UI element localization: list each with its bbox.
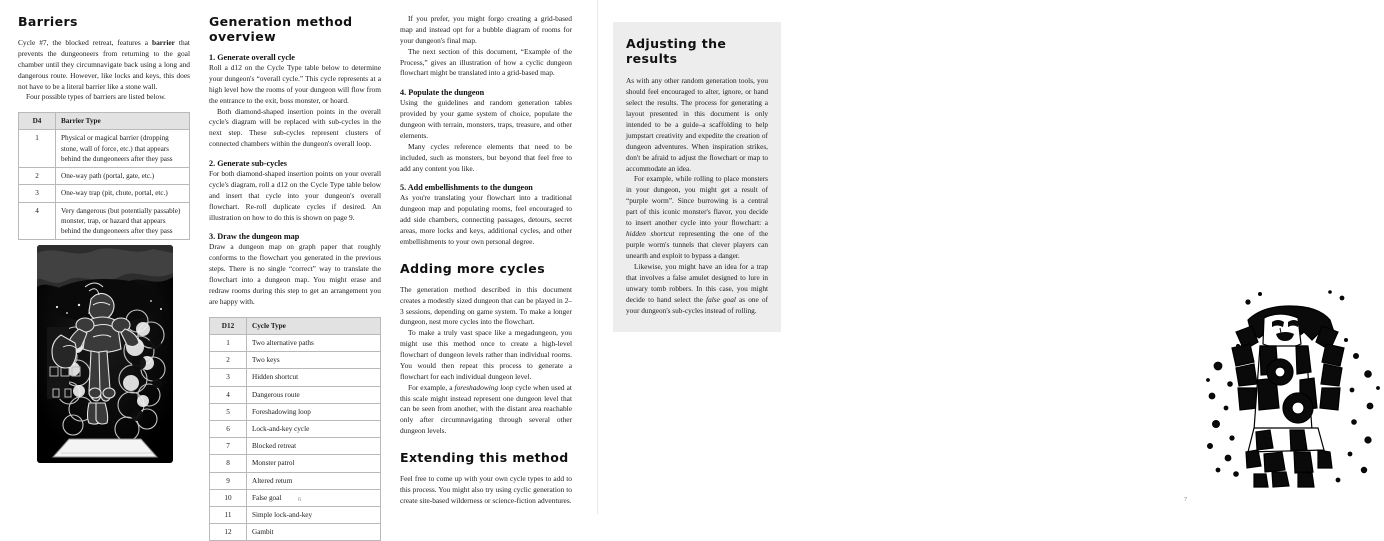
table-cycle-type <box>209 317 381 541</box>
table-row <box>210 438 381 455</box>
heading-step-1: 1. Generate overall cycle <box>209 53 295 62</box>
stone-golem-illustration <box>1202 288 1384 488</box>
heading-step-3: 3. Draw the dungeon map <box>209 232 300 242</box>
cell-roll: 2 <box>210 352 247 369</box>
cell-cycle: Hidden shortcut <box>247 369 381 386</box>
heading-step-2: 2. Generate sub-cycles <box>209 159 287 168</box>
step-1-paragraph-1: Roll a d12 on the Cycle Type table below to determine your dungeon's “overall cycle.” This cycle represents at a high level how the rooms of your dungeon will flow from the entrance to the exit, boss monster, or hoard. <box>209 63 381 105</box>
cell-roll: 4 <box>19 202 56 240</box>
col3-paragraph-2: The next section of this document, “Example of the Process,” gives an illustration of how a cyclic dungeon flowchart might be translated into a grid-based map. <box>400 46 572 78</box>
table-row <box>19 168 190 185</box>
adding-p3-emphasis: foreshadowing loop <box>454 382 514 392</box>
panel-paragraph-2 <box>626 174 768 262</box>
cell-roll: 3 <box>19 185 56 202</box>
table-row <box>19 202 190 240</box>
cell-roll: 3 <box>210 369 247 386</box>
col3-paragraph-1: If you prefer, you might forgo creating a grid-based map and instead opt for a bubble diagram of rooms for your dungeon's final map. <box>400 14 572 45</box>
heading-step-5: 5. Add embellishments to the dungeon <box>400 183 533 193</box>
cell-roll: 10 <box>210 489 247 506</box>
cell-roll: 11 <box>210 507 247 524</box>
stone-golem-illustration-svg <box>1202 288 1384 488</box>
cell-roll: 8 <box>210 455 247 472</box>
cell-cycle: Two alternative paths <box>247 334 381 351</box>
step-1-paragraph-2: Both diamond-shaped insertion points in the overall cycle's diagram will be replaced with sub-cycles in the next step. These sub-cycles represent clusters of connected chambers within the dungeon's overall loop. <box>209 106 381 149</box>
table-row <box>19 185 190 202</box>
table-row <box>210 455 381 472</box>
page-left <box>0 0 597 537</box>
heading-step-4: 4. Populate the dungeon <box>400 88 485 98</box>
column-generation-method <box>209 14 381 541</box>
extending-paragraph-1: Feel free to come up with your own cycle types to add to this process. You might also try using cyclic generation to create site-based wilderness or science-fiction adventures. <box>400 474 572 505</box>
cell-cycle: Blocked retreat <box>247 438 381 455</box>
cell-description: Physical or magical barrier (dropping stone, wall of force, etc.) that appears behind the dungeoneers after they pass <box>56 130 190 168</box>
cell-roll: 1 <box>210 334 247 351</box>
adding-paragraph-1: The generation method described in this document creates a modestly sized dungeon that can be played in 2–3 sessions, depending on game system. To make a longer dungeon, nest more cycles into the flowchart. <box>400 284 572 327</box>
page-left-columns <box>0 0 597 537</box>
table-row <box>210 507 381 524</box>
adding-paragraph-2: To make a truly vast space like a megadungeon, you might use this method once to create a high-level flowchart of dungeon levels rather than individual rooms. You would then repeat this process to generate a flowchart for each individual dungeon level. <box>400 328 572 381</box>
cell-description: Very dangerous (but potentially passable) monster, trap, or hazard that appears behind the dungeoneers after they pass <box>56 202 190 240</box>
panel-adjusting-the-results <box>613 22 781 332</box>
barriers-p1-post: that prevents the dungeoneers from returning to the goal chamber until they circumnavigate back using a long and dangerous route. However, like locks and keys, this does not have to be a literal barrier like a stone wall. <box>18 38 190 91</box>
adding-paragraph-3 <box>400 383 572 437</box>
table-barrier-type <box>18 112 190 240</box>
cell-roll: 4 <box>210 386 247 403</box>
cell-cycle: Lock-and-key cycle <box>247 420 381 437</box>
page-number-right: 7 <box>1184 496 1188 503</box>
cell-cycle: Dangerous route <box>247 386 381 403</box>
spacer <box>400 248 572 261</box>
cell-roll: 1 <box>19 130 56 168</box>
cell-roll: 6 <box>210 420 247 437</box>
table-row <box>210 352 381 369</box>
panel-p3-post: as one of your dungeon's sub-cycles instead of rolling. <box>626 294 768 315</box>
barriers-paragraph-2: Four possible types of barriers are listed below. <box>26 92 166 102</box>
panel-p3-emphasis: false goal <box>706 294 736 304</box>
cell-cycle: Altered return <box>247 472 381 489</box>
cell-roll: 7 <box>210 438 247 455</box>
heading-generation-method-overview: Generation method overview <box>209 14 353 44</box>
step-5-paragraph-1: As you're translating your flowchart into a traditional dungeon map and populating rooms, feel encouraged to add side chambers, connecting passages, detours, secret areas, more locks and keys, additional cycles, and other embellishments to your own personal degree. <box>400 193 572 246</box>
column-barriers <box>18 14 190 240</box>
cell-cycle: False goal <box>247 489 381 506</box>
cell-roll: 9 <box>210 472 247 489</box>
panel-p2-emphasis: hidden shortcut <box>626 229 675 239</box>
table-header-barrier-type: Barrier Type <box>56 113 190 130</box>
barriers-p1-pre: Cycle #7, the blocked retreat, features a <box>18 38 152 47</box>
knight-illustration <box>33 243 177 465</box>
barriers-paragraph-1 <box>18 38 190 92</box>
cell-cycle: Simple lock-and-key <box>247 507 381 524</box>
cell-description: One-way path (portal, gate, etc.) <box>56 168 190 185</box>
table-row <box>210 472 381 489</box>
cell-cycle: Foreshadowing loop <box>247 403 381 420</box>
page-number-left: 6 <box>298 496 302 503</box>
cell-cycle: Gambit <box>247 524 381 541</box>
table-row <box>210 489 381 506</box>
table-row <box>210 524 381 541</box>
cell-roll: 5 <box>210 403 247 420</box>
cell-cycle: Two keys <box>247 352 381 369</box>
heading-adjusting-the-results: Adjusting the results <box>626 36 727 66</box>
cell-roll: 2 <box>19 168 56 185</box>
step-4-paragraph-2: Many cycles reference elements that need to be included, such as monsters, but beyond that feel free to add any content you like. <box>400 141 572 173</box>
table-row <box>210 334 381 351</box>
step-3-paragraph-1: Draw a dungeon map on graph paper that roughly conforms to the flowchart you generated in the previous steps. There is no single “correct” way to translate the flowchart into a dungeon map. You might erase and redraw rooms during this step to get an arrangement you are happy with. <box>209 242 381 306</box>
table-header-d12: D12 <box>210 317 247 334</box>
cell-description: One-way trap (pit, chute, portal, etc.) <box>56 185 190 202</box>
table-row <box>210 403 381 420</box>
column-populate-and-cycles <box>400 14 572 507</box>
adding-p3-pre: For example, a <box>408 382 455 392</box>
step-2-paragraph-1: For both diamond-shaped insertion points on your overall cycle's diagram, roll a d12 on the Cycle Type table below and insert that cycle into your dungeon's overall flowchart. Re-roll duplicate cycles if desired. An illustration on how to do this is shown on page 9. <box>209 169 381 222</box>
table-row <box>210 369 381 386</box>
table-header-d4: D4 <box>19 113 56 130</box>
barriers-p1-bold: barrier <box>151 38 175 47</box>
knight-illustration-svg <box>33 243 177 465</box>
table-row <box>210 420 381 437</box>
table-header-cycle-type: Cycle Type <box>247 317 381 334</box>
panel-p2-pre: For example, while rolling to place monsters in your dungeon, you might get a result of “purple worm”. Since burrowing is a central part of this iconic monster's flavor, you decide to insert another cycle into your flowchart: a <box>626 174 768 228</box>
cell-roll: 12 <box>210 524 247 541</box>
table-header-row <box>19 113 190 130</box>
spacer <box>400 437 572 450</box>
cell-cycle: Monster patrol <box>247 455 381 472</box>
panel-p2-post: representing the one of the purple worm's tunnels that clever players can unearth and exploit to bypass a danger. <box>626 229 768 260</box>
adding-p3-post: cycle when used at this scale might instead represent one dungeon level that can be seen from another, with the distant area reachable only after circumnavigating through several other dungeon levels. <box>400 382 572 436</box>
heading-barriers: Barriers <box>18 14 78 29</box>
table-row <box>210 386 381 403</box>
panel-p3-pre: Likewise, you might have an idea for a trap that involves a false amulet designed to lure in unwary tomb robbers. In this case, you might decide to hand select the <box>626 261 768 304</box>
heading-extending-this-method: Extending this method <box>400 450 569 465</box>
panel-paragraph-3 <box>626 262 768 317</box>
heading-adding-more-cycles: Adding more cycles <box>400 260 546 276</box>
table-header-row <box>210 317 381 334</box>
step-4-paragraph-1: Using the guidelines and random generation tables provided by your game system of choice, populate the dungeon with terrain, monsters, traps, treasure, and other elements. <box>400 98 572 140</box>
table-row <box>19 130 190 168</box>
panel-paragraph-1: As with any other random generation tools, you should feel encouraged to alter, ignore, or hand select the results. The process for generating a layout presented in this document is only intended to be a guide–a scaffolding to help jumpstart creativity and expedite the creation of dungeon adventures. When inspiration strikes, don't be afraid to adjust the flowchart or map to accommodate an idea. <box>626 76 768 173</box>
page-right <box>597 0 1188 514</box>
